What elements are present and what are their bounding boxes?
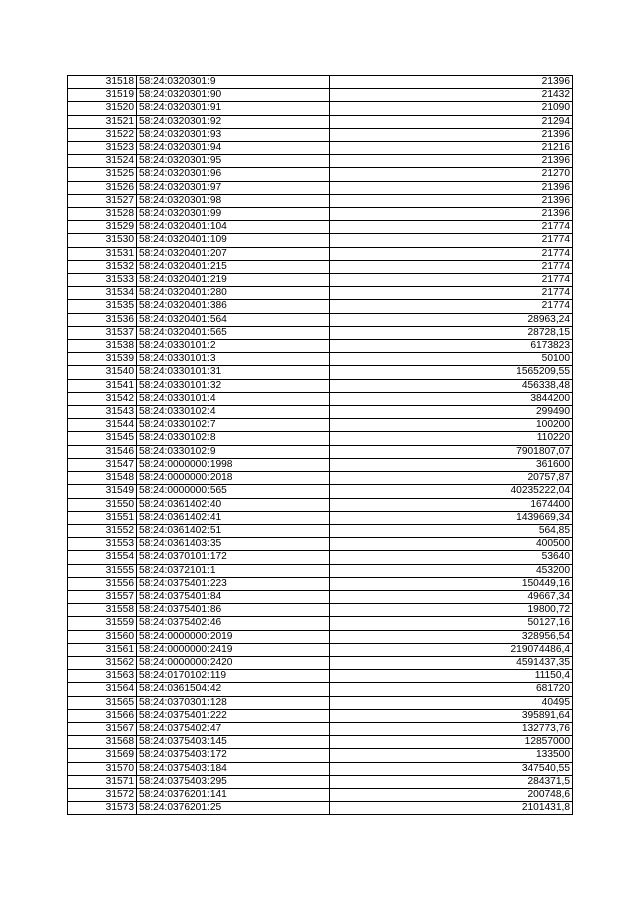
row-number-cell: 31532 [68, 260, 137, 273]
row-number-cell: 31564 [68, 683, 137, 696]
table-row [68, 353, 573, 366]
cadastral-value-cell: 28728,15 [330, 326, 573, 339]
row-number-cell: 31554 [68, 551, 137, 564]
row-number-cell: 31540 [68, 366, 137, 379]
cadastral-number-cell: 58:24:0000000:2420 [137, 656, 330, 669]
cadastral-value-cell: 1439669,34 [330, 511, 573, 524]
cadastral-value-cell: 21090 [330, 102, 573, 115]
table-row [68, 379, 573, 392]
cadastral-number-cell: 58:24:0170102:119 [137, 670, 330, 683]
table-row [68, 89, 573, 102]
cadastral-number-cell: 58:24:0320401:219 [137, 274, 330, 287]
cadastral-number-cell: 58:24:0320401:215 [137, 260, 330, 273]
cadastral-number-cell: 58:24:0330101:4 [137, 392, 330, 405]
cadastral-number-cell: 58:24:0375402:46 [137, 617, 330, 630]
cadastral-value-cell: 28963,24 [330, 313, 573, 326]
row-number-cell: 31536 [68, 313, 137, 326]
cadastral-value-cell: 21774 [330, 260, 573, 273]
cadastral-number-cell: 58:24:0320301:93 [137, 128, 330, 141]
row-number-cell: 31567 [68, 722, 137, 735]
row-number-cell: 31518 [68, 76, 137, 89]
row-number-cell: 31537 [68, 326, 137, 339]
table-row [68, 76, 573, 89]
table-row [68, 168, 573, 181]
table-row [68, 564, 573, 577]
table-row [68, 762, 573, 775]
cadastral-value-cell: 21774 [330, 300, 573, 313]
table-row [68, 604, 573, 617]
row-number-cell: 31571 [68, 775, 137, 788]
table-row [68, 128, 573, 141]
cadastral-number-cell: 58:24:0375403:145 [137, 736, 330, 749]
cadastral-value-cell: 21774 [330, 234, 573, 247]
row-number-cell: 31563 [68, 670, 137, 683]
table-row [68, 670, 573, 683]
table-row [68, 366, 573, 379]
cadastral-number-cell: 58:24:0000000:2419 [137, 643, 330, 656]
cadastral-number-cell: 58:24:0330101:32 [137, 379, 330, 392]
cadastral-number-cell: 58:24:0320401:565 [137, 326, 330, 339]
table-row [68, 102, 573, 115]
cadastral-value-cell: 347540,55 [330, 762, 573, 775]
table-row [68, 590, 573, 603]
table-body [68, 76, 573, 815]
cadastral-value-cell: 132773,76 [330, 722, 573, 735]
cadastral-number-cell: 58:24:0375402:47 [137, 722, 330, 735]
table-row [68, 155, 573, 168]
table-row [68, 300, 573, 313]
cadastral-value-cell: 299490 [330, 406, 573, 419]
row-number-cell: 31556 [68, 577, 137, 590]
cadastral-value-cell: 21396 [330, 155, 573, 168]
cadastral-value-cell: 456338,48 [330, 379, 573, 392]
cadastral-number-cell: 58:24:0330101:3 [137, 353, 330, 366]
table-row [68, 340, 573, 353]
cadastral-value-cell: 53640 [330, 551, 573, 564]
cadastral-number-cell: 58:24:0320301:90 [137, 89, 330, 102]
table-row [68, 696, 573, 709]
cadastral-number-cell: 58:24:0370301:128 [137, 696, 330, 709]
table-row [68, 736, 573, 749]
cadastral-number-cell: 58:24:0320301:98 [137, 194, 330, 207]
cadastral-number-cell: 58:24:0320401:104 [137, 221, 330, 234]
cadastral-number-cell: 58:24:0361403:35 [137, 538, 330, 551]
row-number-cell: 31538 [68, 340, 137, 353]
table-row [68, 313, 573, 326]
row-number-cell: 31525 [68, 168, 137, 181]
table-row [68, 538, 573, 551]
table-row [68, 208, 573, 221]
row-number-cell: 31558 [68, 604, 137, 617]
cadastral-number-cell: 58:24:0320301:9 [137, 76, 330, 89]
cadastral-value-cell: 1674400 [330, 498, 573, 511]
row-number-cell: 31531 [68, 247, 137, 260]
cadastral-number-cell: 58:24:0361402:51 [137, 524, 330, 537]
cadastral-number-cell: 58:24:0375401:223 [137, 577, 330, 590]
row-number-cell: 31534 [68, 287, 137, 300]
cadastral-number-cell: 58:24:0320301:92 [137, 115, 330, 128]
row-number-cell: 31568 [68, 736, 137, 749]
row-number-cell: 31521 [68, 115, 137, 128]
cadastral-value-cell: 328956,54 [330, 630, 573, 643]
table-row [68, 247, 573, 260]
cadastral-value-cell: 19800,72 [330, 604, 573, 617]
row-number-cell: 31570 [68, 762, 137, 775]
cadastral-value-cell: 2101431,8 [330, 802, 573, 815]
table-row [68, 498, 573, 511]
cadastral-number-cell: 58:24:0361504:42 [137, 683, 330, 696]
row-number-cell: 31557 [68, 590, 137, 603]
cadastral-number-cell: 58:24:0375403:184 [137, 762, 330, 775]
cadastral-value-cell: 7901807,07 [330, 445, 573, 458]
row-number-cell: 31547 [68, 458, 137, 471]
cadastral-value-cell: 681720 [330, 683, 573, 696]
cadastral-number-cell: 58:24:0000000:2018 [137, 472, 330, 485]
row-number-cell: 31526 [68, 181, 137, 194]
row-number-cell: 31545 [68, 432, 137, 445]
cadastral-value-cell: 200748,6 [330, 788, 573, 801]
cadastral-value-cell: 219074486,4 [330, 643, 573, 656]
table-row [68, 287, 573, 300]
row-number-cell: 31542 [68, 392, 137, 405]
table-row [68, 617, 573, 630]
cadastral-value-cell: 20757,87 [330, 472, 573, 485]
cadastral-value-cell: 21432 [330, 89, 573, 102]
cadastral-number-cell: 58:24:0000000:2019 [137, 630, 330, 643]
cadastral-value-cell: 12857000 [330, 736, 573, 749]
cadastral-number-cell: 58:24:0375401:86 [137, 604, 330, 617]
table-row [68, 709, 573, 722]
table-row [68, 485, 573, 498]
row-number-cell: 31529 [68, 221, 137, 234]
row-number-cell: 31551 [68, 511, 137, 524]
cadastral-value-cell: 21774 [330, 247, 573, 260]
table-row [68, 194, 573, 207]
row-number-cell: 31530 [68, 234, 137, 247]
table-row [68, 181, 573, 194]
cadastral-number-cell: 58:24:0320301:94 [137, 142, 330, 155]
cadastral-number-cell: 58:24:0370101:172 [137, 551, 330, 564]
table-row [68, 788, 573, 801]
cadastral-number-cell: 58:24:0320301:99 [137, 208, 330, 221]
cadastral-number-cell: 58:24:0361402:41 [137, 511, 330, 524]
cadastral-number-cell: 58:24:0330102:9 [137, 445, 330, 458]
row-number-cell: 31535 [68, 300, 137, 313]
row-number-cell: 31573 [68, 802, 137, 815]
row-number-cell: 31539 [68, 353, 137, 366]
cadastral-number-cell: 58:24:0000000:565 [137, 485, 330, 498]
cadastral-value-cell: 284371,5 [330, 775, 573, 788]
cadastral-value-cell: 21396 [330, 76, 573, 89]
table-row [68, 577, 573, 590]
cadastral-number-cell: 58:24:0375401:222 [137, 709, 330, 722]
cadastral-value-cell: 49667,34 [330, 590, 573, 603]
row-number-cell: 31533 [68, 274, 137, 287]
cadastral-value-cell: 21216 [330, 142, 573, 155]
row-number-cell: 31552 [68, 524, 137, 537]
cadastral-value-cell: 40235222,04 [330, 485, 573, 498]
cadastral-number-cell: 58:24:0372101:1 [137, 564, 330, 577]
cadastral-number-cell: 58:24:0375401:84 [137, 590, 330, 603]
table-row [68, 142, 573, 155]
cadastral-value-cell: 21396 [330, 181, 573, 194]
table-row [68, 683, 573, 696]
cadastral-number-cell: 58:24:0361402:40 [137, 498, 330, 511]
cadastral-number-cell: 58:24:0320301:96 [137, 168, 330, 181]
cadastral-value-cell: 21396 [330, 128, 573, 141]
row-number-cell: 31553 [68, 538, 137, 551]
cadastral-number-cell: 58:24:0320401:280 [137, 287, 330, 300]
cadastral-value-cell: 21396 [330, 208, 573, 221]
cadastral-number-cell: 58:24:0376201:141 [137, 788, 330, 801]
table-row [68, 326, 573, 339]
cadastral-value-cell: 395891,64 [330, 709, 573, 722]
table-row [68, 234, 573, 247]
cadastral-value-cell: 453200 [330, 564, 573, 577]
table-row [68, 445, 573, 458]
cadastral-number-cell: 58:24:0330102:4 [137, 406, 330, 419]
table-row [68, 722, 573, 735]
cadastral-value-cell: 11150,4 [330, 670, 573, 683]
cadastral-number-cell: 58:24:0375403:172 [137, 749, 330, 762]
cadastral-value-table [67, 75, 573, 815]
table-row [68, 643, 573, 656]
cadastral-value-cell: 361600 [330, 458, 573, 471]
table-row [68, 472, 573, 485]
row-number-cell: 31572 [68, 788, 137, 801]
cadastral-value-cell: 50100 [330, 353, 573, 366]
cadastral-number-cell: 58:24:0375403:295 [137, 775, 330, 788]
cadastral-value-cell: 150449,16 [330, 577, 573, 590]
table-row [68, 406, 573, 419]
table-row [68, 432, 573, 445]
row-number-cell: 31565 [68, 696, 137, 709]
row-number-cell: 31546 [68, 445, 137, 458]
row-number-cell: 31522 [68, 128, 137, 141]
table-row [68, 260, 573, 273]
table-row [68, 511, 573, 524]
table-row [68, 392, 573, 405]
table-row [68, 802, 573, 815]
row-number-cell: 31527 [68, 194, 137, 207]
cadastral-number-cell: 58:24:0330101:2 [137, 340, 330, 353]
table-row [68, 524, 573, 537]
cadastral-value-cell: 3844200 [330, 392, 573, 405]
row-number-cell: 31524 [68, 155, 137, 168]
table-row [68, 551, 573, 564]
cadastral-number-cell: 58:24:0320401:564 [137, 313, 330, 326]
row-number-cell: 31560 [68, 630, 137, 643]
row-number-cell: 31559 [68, 617, 137, 630]
row-number-cell: 31569 [68, 749, 137, 762]
table-row [68, 775, 573, 788]
cadastral-value-cell: 40495 [330, 696, 573, 709]
table-row [68, 221, 573, 234]
cadastral-number-cell: 58:24:0376201:25 [137, 802, 330, 815]
table-row [68, 656, 573, 669]
cadastral-value-cell: 1565209,55 [330, 366, 573, 379]
cadastral-value-cell: 21774 [330, 274, 573, 287]
row-number-cell: 31548 [68, 472, 137, 485]
cadastral-value-cell: 21774 [330, 221, 573, 234]
cadastral-number-cell: 58:24:0330102:8 [137, 432, 330, 445]
row-number-cell: 31566 [68, 709, 137, 722]
row-number-cell: 31519 [68, 89, 137, 102]
cadastral-number-cell: 58:24:0320401:386 [137, 300, 330, 313]
cadastral-number-cell: 58:24:0320301:91 [137, 102, 330, 115]
table-row [68, 458, 573, 471]
row-number-cell: 31523 [68, 142, 137, 155]
row-number-cell: 31549 [68, 485, 137, 498]
cadastral-value-cell: 21294 [330, 115, 573, 128]
table-row [68, 749, 573, 762]
row-number-cell: 31550 [68, 498, 137, 511]
cadastral-number-cell: 58:24:0320301:97 [137, 181, 330, 194]
cadastral-value-cell: 133500 [330, 749, 573, 762]
row-number-cell: 31541 [68, 379, 137, 392]
cadastral-value-cell: 6173823 [330, 340, 573, 353]
cadastral-value-cell: 21396 [330, 194, 573, 207]
cadastral-value-cell: 110220 [330, 432, 573, 445]
table-row [68, 419, 573, 432]
cadastral-value-cell: 564,85 [330, 524, 573, 537]
cadastral-number-cell: 58:24:0330102:7 [137, 419, 330, 432]
cadastral-value-cell: 400500 [330, 538, 573, 551]
table-row [68, 115, 573, 128]
row-number-cell: 31562 [68, 656, 137, 669]
row-number-cell: 31544 [68, 419, 137, 432]
cadastral-number-cell: 58:24:0320401:207 [137, 247, 330, 260]
row-number-cell: 31528 [68, 208, 137, 221]
row-number-cell: 31520 [68, 102, 137, 115]
cadastral-value-cell: 21270 [330, 168, 573, 181]
cadastral-value-cell: 100200 [330, 419, 573, 432]
cadastral-value-cell: 4591437,35 [330, 656, 573, 669]
cadastral-value-cell: 50127,16 [330, 617, 573, 630]
row-number-cell: 31555 [68, 564, 137, 577]
cadastral-number-cell: 58:24:0320401:109 [137, 234, 330, 247]
cadastral-number-cell: 58:24:0330101:31 [137, 366, 330, 379]
table-row [68, 274, 573, 287]
cadastral-value-cell: 21774 [330, 287, 573, 300]
cadastral-number-cell: 58:24:0000000:1998 [137, 458, 330, 471]
cadastral-number-cell: 58:24:0320301:95 [137, 155, 330, 168]
row-number-cell: 31543 [68, 406, 137, 419]
row-number-cell: 31561 [68, 643, 137, 656]
table-row [68, 630, 573, 643]
